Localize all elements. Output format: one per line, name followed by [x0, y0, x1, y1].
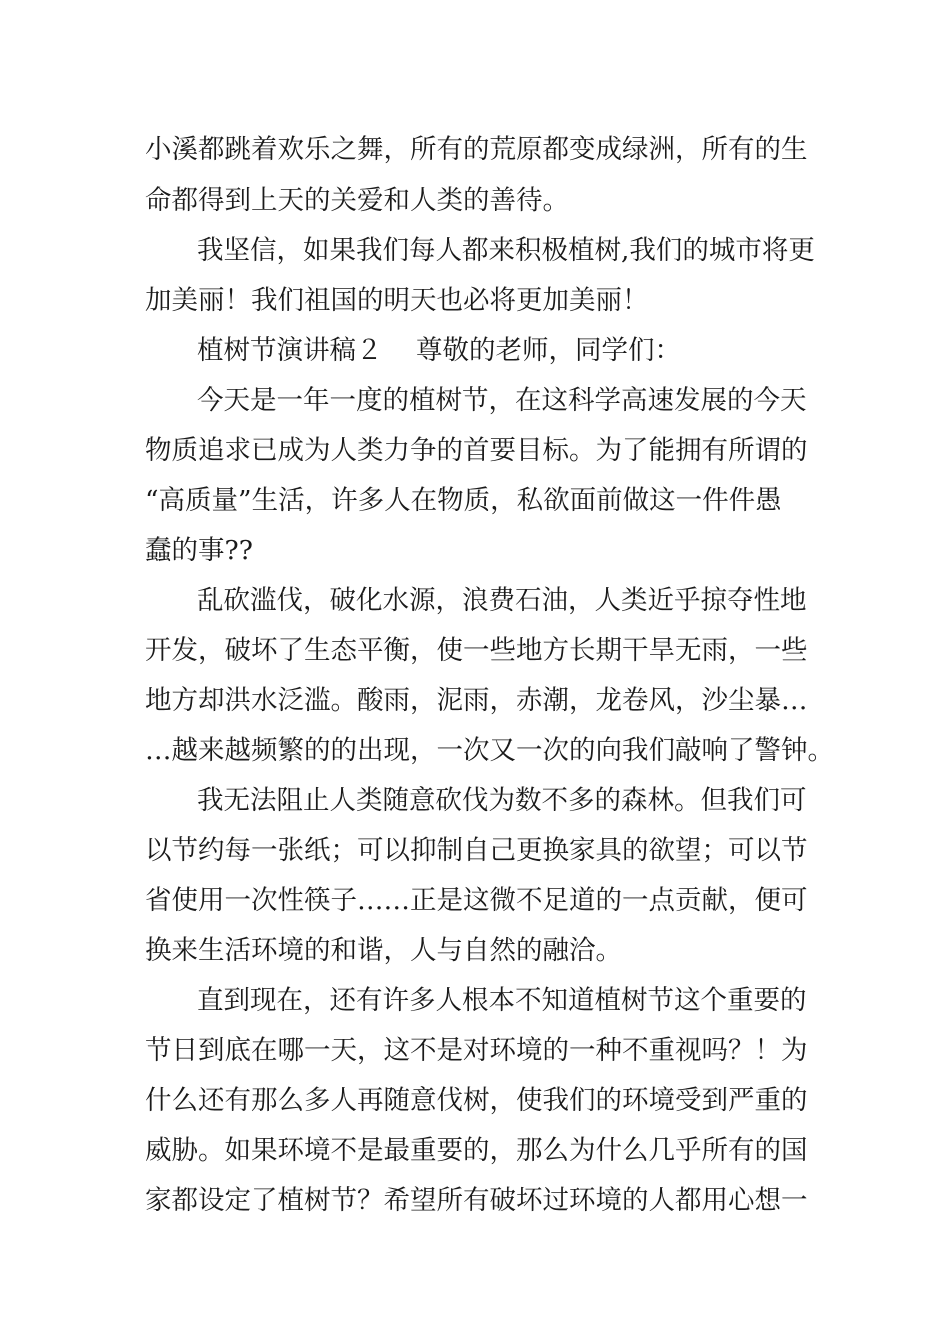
text-line-18 [0, 976, 950, 1026]
text-line-12 [0, 676, 950, 726]
line-text: 节日到底在哪一天，这不是对环境的一种不重视吗？！为 [145, 1035, 808, 1066]
line-text: 省使用一次性筷子……正是这微不足道的一点贡献，便可 [145, 885, 808, 916]
text-line-20 [0, 1076, 950, 1126]
line-text: 蠢的事?? [145, 535, 253, 566]
text-line-1 [0, 125, 950, 175]
text-line-11 [0, 626, 950, 676]
line-text: 家都设定了植树节？希望所有破坏过环境的人都用心想一 [145, 1185, 808, 1216]
text-line-9 [0, 526, 950, 576]
line-text: 乱砍滥伐，破化水源，浪费石油，人类近乎掠夺性地 [197, 585, 807, 616]
line-text: 加美丽！我们祖国的明天也必将更加美丽！ [145, 285, 649, 316]
text-line-5 [0, 326, 950, 376]
line-text: 物质追求已成为人类力争的首要目标。为了能拥有所谓的 [145, 435, 808, 466]
line-text: 我无法阻止人类随意砍伐为数不多的森林。但我们可 [197, 785, 807, 816]
line-text: 换来生活环境的和谐，人与自然的融洽。 [145, 935, 622, 966]
text-line-16 [0, 876, 950, 926]
speech-title: 植树节演讲稿２ [197, 335, 383, 366]
text-line-13 [0, 726, 950, 776]
line-text: 开发，破坏了生态平衡，使一些地方长期干旱无雨，一些 [145, 635, 808, 666]
salutation: 尊敬的老师，同学们： [416, 335, 681, 366]
text-line-21 [0, 1126, 950, 1176]
text-line-7 [0, 426, 950, 476]
line-text: 地方却洪水泛滥。酸雨，泥雨，赤潮，龙卷风，沙尘暴… [145, 685, 808, 716]
text-line-14 [0, 776, 950, 826]
text-line-17 [0, 926, 950, 976]
text-line-4 [0, 276, 950, 326]
line-text: 命都得到上天的关爱和人类的善待。 [145, 185, 569, 216]
text-line-10 [0, 576, 950, 626]
line-text: 以节约每一张纸；可以抑制自己更换家具的欲望；可以节 [145, 835, 808, 866]
text-line-3 [0, 226, 950, 276]
line-text: 什么还有那么多人再随意伐树，使我们的环境受到严重的 [145, 1085, 808, 1116]
line-text: “高质量”生活，许多人在物质，私欲面前做这一件件愚 [145, 485, 782, 516]
text-line-2 [0, 176, 950, 226]
text-line-8 [0, 476, 950, 526]
text-line-15 [0, 826, 950, 876]
line-text: …越来越频繁的的出现，一次又一次的向我们敲响了警钟。 [145, 735, 834, 766]
text-line-6 [0, 376, 950, 426]
line-text: 直到现在，还有许多人根本不知道植树节这个重要的 [197, 985, 807, 1016]
line-text: 小溪都跳着欢乐之舞，所有的荒原都变成绿洲，所有的生 [145, 134, 808, 165]
text-line-19 [0, 1026, 950, 1076]
line-text: 我坚信，如果我们每人都来积极植树,我们的城市将更 [197, 235, 815, 266]
line-text: 今天是一年一度的植树节，在这科学高速发展的今天 [197, 385, 807, 416]
line-text: 威胁。如果环境不是最重要的，那么为什么几乎所有的国 [145, 1135, 808, 1166]
text-line-22 [0, 1176, 950, 1226]
